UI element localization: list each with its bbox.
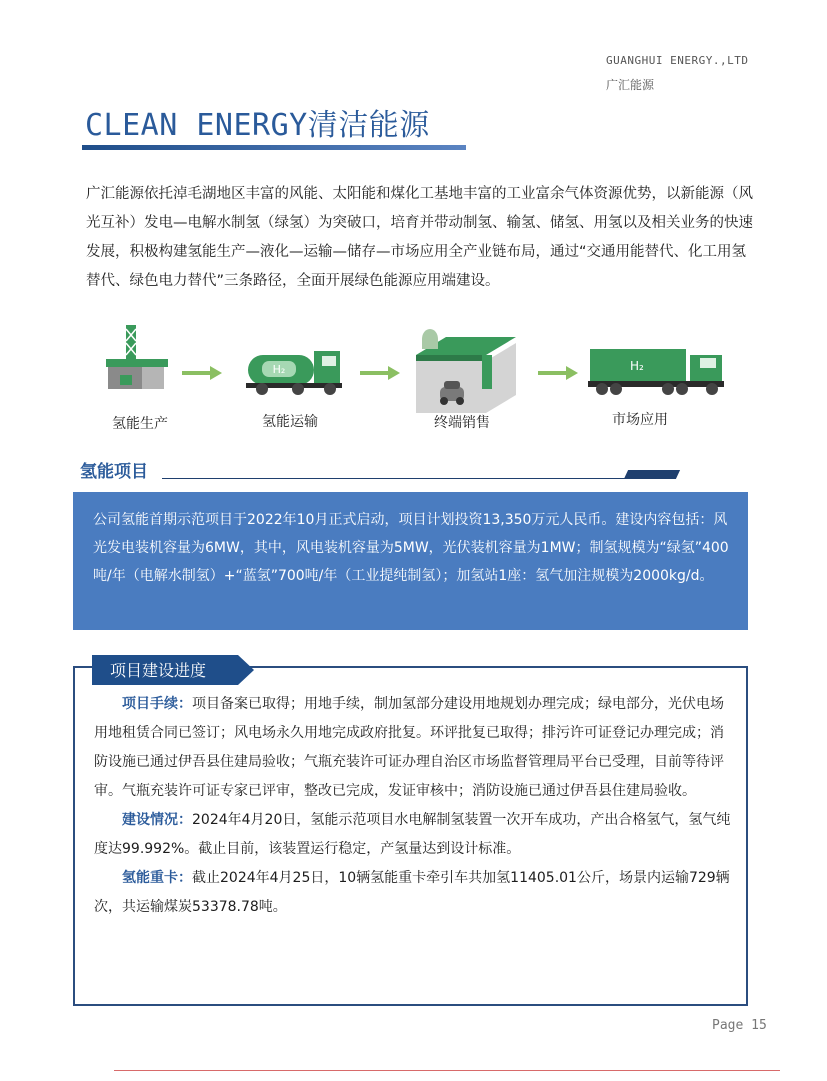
arrow-icon-2 xyxy=(360,366,400,380)
progress-content xyxy=(94,690,734,922)
semi-truck-icon xyxy=(588,349,724,395)
flow-label-retail: 终端销售 xyxy=(434,415,490,431)
project-summary-text: 公司氢能首期示范项目于2022年10月正式启动，项目计划投资13,350万元人民币。建设内容包括：风光发电装机容量为6MW，其中，风电装机容量为5MW，光伏装机容量为1MW；制氢规模为“绿氢”400吨/年（电解水制氢）+“蓝氢”700吨/年（工业提纯制氢）；加氢站1座：氢气加注规模为2000kg/d。 xyxy=(93,512,729,584)
page-number: Page 15 xyxy=(712,1018,767,1033)
hydrogen-station-icon xyxy=(416,329,516,413)
progress-item xyxy=(94,690,734,806)
intro-paragraph: 广汇能源依托淖毛湖地区丰富的风能、太阳能和煤化工基地丰富的工业富余气体资源优势，以新能源（风光互补）发电—电解水制氢（绿氢）为突破口，培育并带动制氢、输氢、储氢、用氢以及相关业务的快速发展，积极构建氢能生产—液化—运输—储存—市场应用全产业链布局，通过“交通用能替代、化工用氢替代、绿色电力替代”三条路径，全面开展绿色能源应用端建设。 xyxy=(86,186,753,289)
page-title: CLEAN ENERGY清洁能源 xyxy=(85,108,430,143)
hydrogen-value-chain xyxy=(90,325,750,435)
progress-item-text: 2024年4月20日，氢能示范项目水电解制氢装置一次开车成功，产出合格氢气，氢气纯度达99.992%。截止目前，该装置运行稳定，产氢量达到设计标准。 xyxy=(94,812,731,857)
progress-item-keyword: 建设情况： xyxy=(122,812,192,828)
arrow-icon-3 xyxy=(538,366,578,380)
truck-h2-badge: H₂ xyxy=(272,363,286,376)
footer-rule xyxy=(114,1070,780,1071)
section-title-tab xyxy=(624,470,680,479)
section-title-rule xyxy=(162,478,632,479)
progress-item-text: 截止2024年4月25日，10辆氢能重卡牵引车共加氢11405.01公斤，场景内运输729辆次，共运输煤炭53378.78吨。 xyxy=(94,870,730,915)
company-name-cn: 广汇能源 xyxy=(606,78,655,92)
progress-item-text: 项目备案已取得；用地手续，制加氢部分建设用地规划办理完成；绿电部分，光伏电场用地租赁合同已签订；风电场永久用地完成政府批复。环评批复已取得；排污许可证登记办理完成；消防设施已通过伊吾县住建局验收；气瓶充装许可证办理自治区市场监督管理局平台已受理，目前等待评审。气瓶充装许可证专家已评审，整改已完成，发证审核中；消防设施已通过伊吾县住建局验收。 xyxy=(94,696,724,799)
flow-label-market: 市场应用 xyxy=(612,412,668,428)
semi-h2-badge: H₂ xyxy=(630,359,644,373)
progress-title: 项目建设进度 xyxy=(110,661,207,680)
project-summary-box xyxy=(73,492,748,630)
title-underline xyxy=(82,145,466,150)
production-plant-icon xyxy=(106,325,168,389)
progress-item-keyword: 项目手续： xyxy=(122,696,192,712)
flow-label-transport: 氢能运输 xyxy=(262,414,318,430)
section-title-hydrogen-project: 氢能项目 xyxy=(80,462,148,482)
company-name-en: GUANGHUI ENERGY.,LTD xyxy=(606,54,749,67)
progress-item-keyword: 氢能重卡： xyxy=(122,870,192,886)
tanker-truck-icon xyxy=(246,351,342,395)
arrow-icon-1 xyxy=(182,366,222,380)
progress-item xyxy=(94,864,734,922)
progress-item xyxy=(94,806,734,864)
flow-label-production: 氢能生产 xyxy=(112,416,168,432)
